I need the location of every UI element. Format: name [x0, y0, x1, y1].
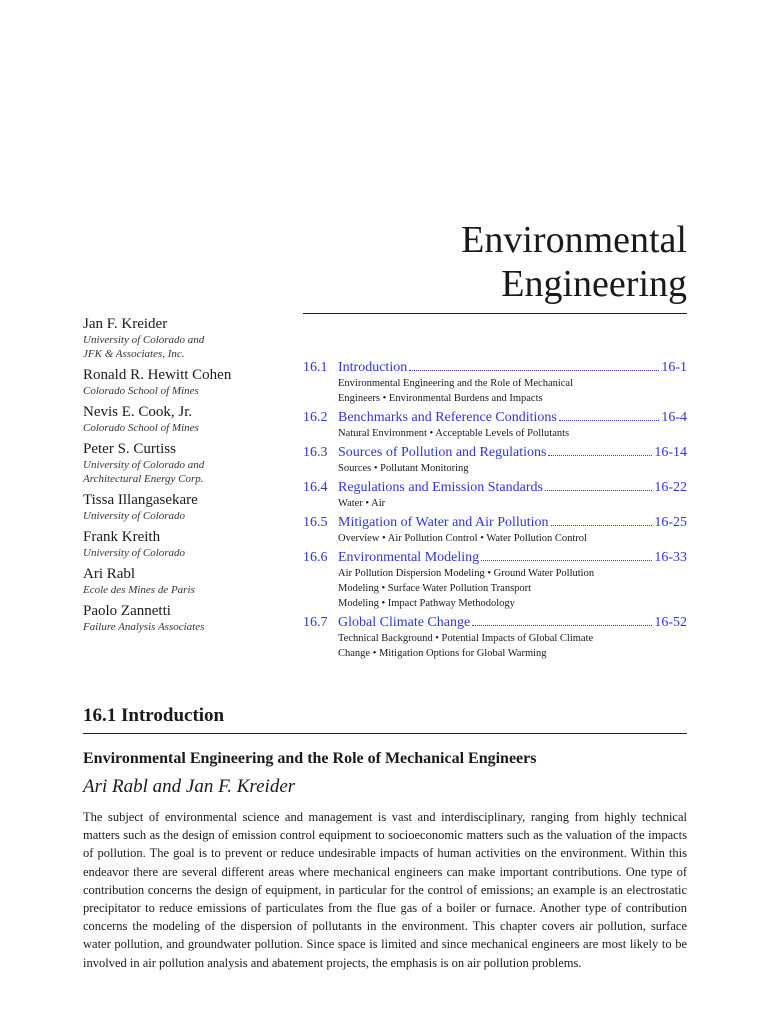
toc-leader-dots	[481, 560, 652, 561]
toc-link[interactable]	[303, 614, 687, 631]
toc-subtopics: Natural Environment • Acceptable Levels of Pollutants	[338, 428, 570, 439]
toc-entry	[303, 514, 687, 546]
toc-subtopics: Technical Background • Potential Impacts of Global Climate	[338, 633, 594, 644]
section-heading: 16.1 Introduction	[83, 705, 225, 726]
toc-section-number: 16.1	[303, 360, 328, 375]
author-name: Ronald R. Hewitt Cohen	[83, 367, 232, 383]
author-entry	[83, 528, 283, 560]
toc-page-number: 16-22	[654, 480, 687, 495]
toc-leader-dots	[545, 490, 652, 491]
toc-section-title: Regulations and Emission Standards	[338, 480, 543, 495]
toc-subtopics: Air Pollution Dispersion Modeling • Ground Water Pollution	[338, 568, 595, 579]
body-paragraph: The subject of environmental science and management is vast and interdisciplinary, ranging from highly technical matters such as the design of emission control equipment to socioeconomic matters such as the valuation of the impacts of pollution. The goal is to prevent or reduce undesirable impacts of human activities on the environment. Within this endeavor there are several different areas where mechanical engineers can make important contributions. One type of contribution concerns the design of equipment, in particular for the control of emissions; an example is an electrostatic precipitator to reduce emissions of particulates from the flue gas of a boiler or furnace. Another type of contribution concerns the modeling of the dispersion of pollutants in the environment. This chapter covers air pollution, surface water pollution, and groundwater pollution. Since space is limited and since mechanical engineers are most likely to be involved in air pollution analysis and abatement projects, the emphasis is on air pollution problems.	[83, 810, 687, 970]
toc-link[interactable]	[303, 479, 687, 496]
toc-entry	[303, 359, 687, 406]
toc-subtopics: Water • Air	[338, 498, 386, 509]
toc-subtopics: Modeling • Surface Water Pollution Transport	[338, 583, 532, 594]
toc-leader-dots	[409, 370, 659, 371]
author-entry	[83, 440, 283, 486]
toc-entry	[303, 444, 687, 476]
toc-page-number: 16-25	[654, 515, 687, 530]
toc-page-number: 16-4	[661, 410, 687, 425]
title-divider	[303, 313, 687, 314]
toc-subtopics: Change • Mitigation Options for Global Warming	[338, 648, 547, 659]
author-entry	[83, 366, 283, 398]
toc-section-number: 16.6	[303, 550, 328, 565]
author-name: Peter S. Curtiss	[83, 441, 176, 457]
toc-link[interactable]	[303, 514, 687, 531]
section-byline: Ari Rabl and Jan F. Kreider	[83, 776, 296, 797]
toc-page-number: 16-33	[654, 550, 687, 565]
chapter-title	[461, 218, 687, 306]
toc-page-number: 16-14	[654, 445, 687, 460]
author-affiliation: Architectural Energy Corp.	[83, 473, 204, 485]
toc-section-number: 16.4	[303, 480, 328, 495]
subsection-heading: Environmental Engineering and the Role of Mechanical Engineers	[83, 750, 537, 767]
author-affiliation: JFK & Associates, Inc.	[83, 348, 185, 360]
author-affiliation: Ecole des Mines de Paris	[83, 584, 195, 596]
author-name: Paolo Zannetti	[83, 603, 171, 619]
author-affiliation: University of Colorado	[83, 547, 186, 559]
author-affiliation: University of Colorado and	[83, 459, 205, 471]
toc-section-number: 16.5	[303, 515, 328, 530]
author-entry	[83, 565, 283, 597]
toc-leader-dots	[551, 525, 653, 526]
toc-section-number: 16.3	[303, 445, 328, 460]
toc-leader-dots	[559, 420, 659, 421]
toc-subtopics: Environmental Engineering and the Role of Mechanical	[338, 378, 574, 389]
toc-section-title: Sources of Pollution and Regulations	[338, 445, 547, 460]
author-affiliation: Colorado School of Mines	[83, 422, 199, 434]
toc-leader-dots	[472, 625, 652, 626]
author-entry	[83, 491, 283, 523]
author-entry	[83, 403, 283, 435]
toc-link[interactable]	[303, 549, 687, 566]
author-affiliation: Failure Analysis Associates	[83, 621, 205, 633]
chapter-title-line-2: Engineering	[501, 263, 687, 305]
toc-link[interactable]	[303, 409, 687, 426]
toc-leader-dots	[548, 455, 652, 456]
toc-section-title: Benchmarks and Reference Conditions	[338, 410, 557, 425]
toc-section-number: 16.7	[303, 615, 328, 630]
author-name: Frank Kreith	[83, 529, 161, 545]
toc-section-number: 16.2	[303, 410, 328, 425]
toc-section-title: Global Climate Change	[338, 615, 471, 630]
toc-subtopics: Modeling • Impact Pathway Methodology	[338, 598, 515, 609]
author-list	[83, 315, 283, 639]
toc-entry	[303, 614, 687, 661]
toc-page-number: 16-52	[654, 615, 687, 630]
toc-section-title: Introduction	[338, 360, 408, 375]
toc-section-title: Environmental Modeling	[338, 550, 480, 565]
author-name: Nevis E. Cook, Jr.	[83, 404, 193, 420]
author-name: Ari Rabl	[83, 566, 136, 582]
author-affiliation: University of Colorado	[83, 510, 186, 522]
toc-section-title: Mitigation of Water and Air Pollution	[338, 515, 549, 530]
toc-entry	[303, 479, 687, 511]
author-entry	[83, 315, 283, 361]
chapter-title-line-1: Environmental	[461, 219, 687, 261]
author-affiliation: Colorado School of Mines	[83, 385, 199, 397]
author-entry	[83, 602, 283, 634]
toc-subtopics: Engineers • Environmental Burdens and Impacts	[338, 393, 543, 404]
author-name: Jan F. Kreider	[83, 316, 168, 332]
author-name: Tissa Illangasekare	[83, 492, 198, 508]
toc-subtopics: Overview • Air Pollution Control • Water Pollution Control	[338, 533, 587, 544]
author-affiliation: University of Colorado and	[83, 334, 205, 346]
section-divider	[83, 733, 687, 734]
toc-subtopics: Sources • Pollutant Monitoring	[338, 463, 469, 474]
toc-entry	[303, 409, 687, 441]
toc-page-number: 16-1	[661, 360, 687, 375]
toc-entry	[303, 549, 687, 611]
table-of-contents	[303, 359, 687, 664]
toc-link[interactable]	[303, 359, 687, 376]
toc-link[interactable]	[303, 444, 687, 461]
